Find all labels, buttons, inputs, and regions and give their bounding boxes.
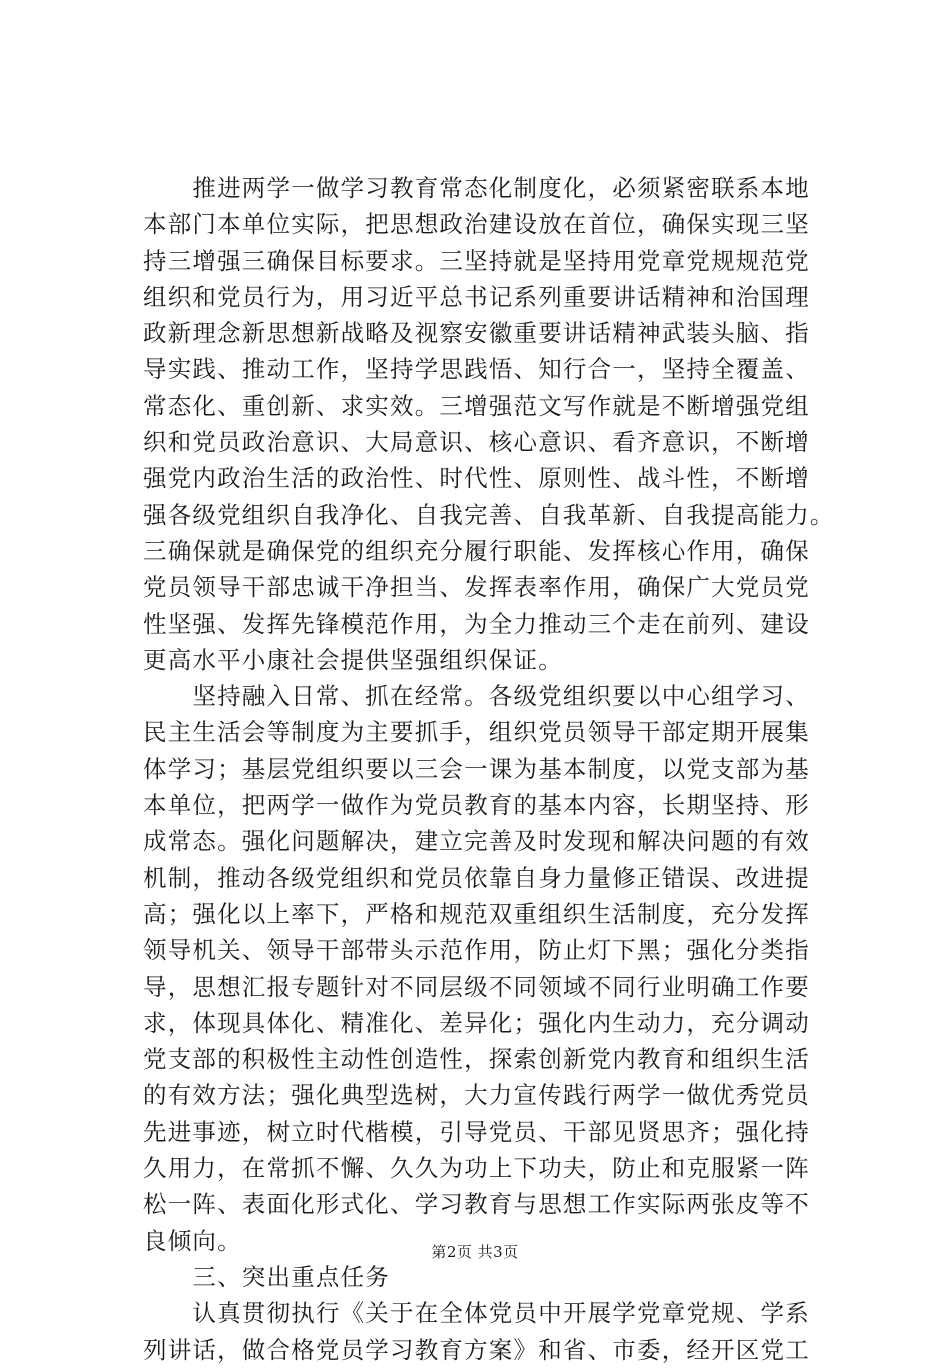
- text-line: 导，思想汇报专题针对不同层级不同领域不同行业明确工作要: [143, 972, 810, 1001]
- text-line: 体学习；基层党组织要以三会一课为基本制度，以党支部为基: [143, 754, 810, 783]
- text-line: 求，体现具体化、精准化、差异化；强化内生动力，充分调动: [143, 1008, 810, 1037]
- text-line: 持三增强三确保目标要求。三坚持就是坚持用党章党规规范党: [143, 246, 810, 275]
- text-line: 的有效方法；强化典型选树，大力宣传践行两学一做优秀党员: [143, 1081, 810, 1110]
- body-text: [143, 170, 843, 1368]
- text-line: 性坚强、发挥先锋模范作用，为全力推动三个走在前列、建设: [143, 609, 810, 638]
- text-line: 成常态。强化问题解决，建立完善及时发现和解决问题的有效: [143, 827, 810, 856]
- text-line: 党支部的积极性主动性创造性，探索创新党内教育和组织生活: [143, 1045, 810, 1074]
- text-line: 领导机关、领导干部带头示范作用，防止灯下黑；强化分类指: [143, 936, 810, 965]
- text-line: 良倾向。: [143, 1226, 242, 1255]
- text-line: 强党内政治生活的政治性、时代性、原则性、战斗性，不断增: [143, 464, 810, 493]
- text-line: 更高水平小康社会提供坚强组织保证。: [143, 645, 563, 674]
- text-line: 政新理念新思想新战略及视察安徽重要讲话精神武装头脑、指: [143, 319, 810, 348]
- text-line: 列讲话，做合格党员学习教育方案》和省、市委，经开区党工: [143, 1335, 810, 1364]
- section-heading: 三、突出重点任务: [143, 1262, 390, 1291]
- text-line: 高；强化以上率下，严格和规范双重组织生活制度，充分发挥: [143, 899, 810, 928]
- text-line: 组织和党员行为，用习近平总书记系列重要讲话精神和治国理: [143, 282, 810, 311]
- text-line: 三确保就是确保党的组织充分履行职能、发挥核心作用，确保: [143, 536, 810, 565]
- text-line: 织和党员政治意识、大局意识、核心意识、看齐意识，不断增: [143, 428, 810, 457]
- text-line: 强各级党组织自我净化、自我完善、自我革新、自我提高能力。: [143, 500, 835, 529]
- text-line: 本部门本单位实际，把思想政治建设放在首位，确保实现三坚: [143, 210, 810, 239]
- text-line: 本单位，把两学一做作为党员教育的基本内容，长期坚持、形: [143, 791, 810, 820]
- text-line: 松一阵、表面化形式化、学习教育与思想工作实际两张皮等不: [143, 1190, 810, 1219]
- text-line: 导实践、推动工作，坚持学思践悟、知行合一，坚持全覆盖、: [143, 355, 810, 384]
- text-line: 党员领导干部忠诚干净担当、发挥表率作用，确保广大党员党: [143, 573, 810, 602]
- page-footer: 第2页 共3页: [431, 1243, 519, 1261]
- text-line: 久用力，在常抓不懈、久久为功上下功夫，防止和克服紧一阵: [143, 1154, 810, 1183]
- text-line: 推进两学一做学习教育常态化制度化，必须紧密联系本地: [143, 174, 810, 202]
- text-line: 坚持融入日常、抓在经常。各级党组织要以中心组学习、: [143, 682, 810, 711]
- text-line: 认真贯彻执行《关于在全体党员中开展学党章党规、学系: [143, 1299, 810, 1328]
- text-line: 民主生活会等制度为主要抓手，组织党员领导干部定期开展集: [143, 718, 810, 747]
- text-line: 机制，推动各级党组织和党员依靠自身力量修正错误、改进提: [143, 863, 810, 892]
- text-line: 常态化、重创新、求实效。三增强范文写作就是不断增强党组: [143, 391, 810, 420]
- text-line: 先进事迹，树立时代楷模，引导党员、干部见贤思齐；强化持: [143, 1117, 810, 1146]
